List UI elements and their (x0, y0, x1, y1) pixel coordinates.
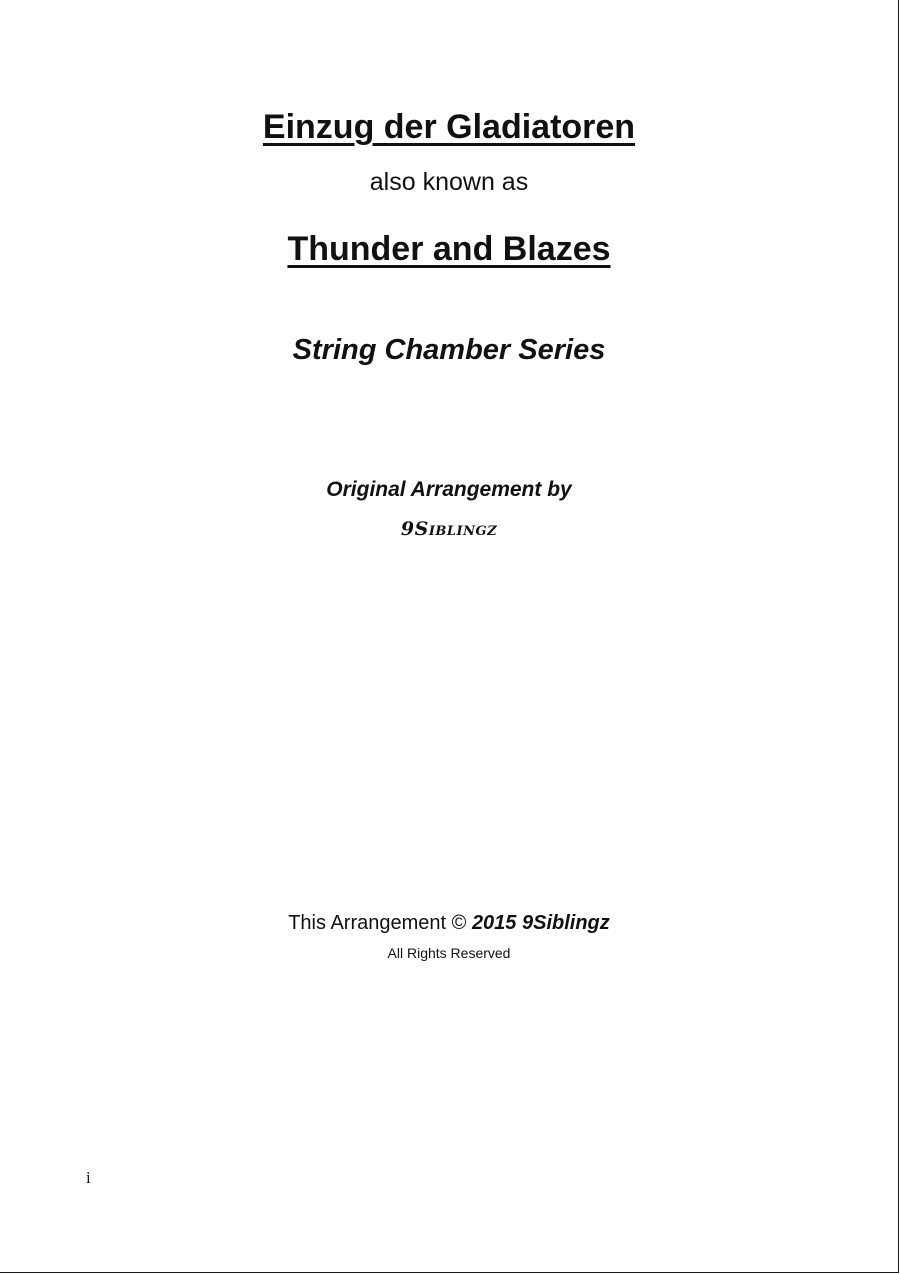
series-name: String Chamber Series (292, 334, 606, 366)
arrangement-label: Original Arrangement by (326, 478, 572, 501)
also-known-as-label: also known as (369, 168, 529, 196)
title-text: Einzug der Gladiatoren (262, 108, 636, 146)
rights-reserved: All Rights Reserved (387, 945, 511, 961)
alternate-title (0, 230, 898, 269)
page-number: i (86, 1168, 91, 1187)
alternate-title-text: Thunder and Blazes (287, 230, 611, 268)
copyright-holder: 2015 9Siblingz (471, 912, 610, 934)
page-title (0, 108, 898, 147)
copyright-prefix: This Arrangement © (288, 912, 467, 934)
arranger-name: 9Siblingz (400, 518, 498, 540)
copyright-notice (0, 912, 898, 935)
